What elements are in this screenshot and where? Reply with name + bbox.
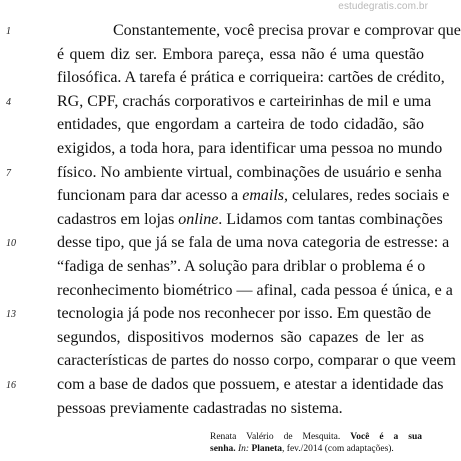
text-run: . Lidamos com tantas combinações bbox=[218, 210, 443, 228]
text-run: tecnologia já pode nos reconhecer por isso. Em questão de bbox=[57, 305, 432, 323]
text-line bbox=[57, 373, 444, 397]
italic-text: online bbox=[178, 210, 219, 228]
line-number: 1 bbox=[6, 26, 11, 37]
text-run: reconhecimento biométrico — afinal, cada pessoa é única, e a bbox=[57, 281, 453, 299]
text-line bbox=[57, 349, 456, 373]
text-run: , celulares, redes sociais e bbox=[284, 187, 450, 205]
text-run: características de partes do nosso corpo, comparar o que veem bbox=[57, 352, 456, 370]
text-run: Renata Valério de Mesquita. bbox=[210, 432, 351, 442]
text-run: físico. No ambiente virtual, combinações de usuário e senha bbox=[57, 163, 442, 181]
bold-text: Planeta bbox=[251, 444, 283, 454]
text-body bbox=[57, 19, 461, 420]
line-number: 4 bbox=[6, 96, 11, 108]
line-number: 13 bbox=[6, 309, 16, 321]
text-line bbox=[57, 231, 450, 255]
bold-text: Você é a sua bbox=[350, 432, 422, 442]
text-line bbox=[57, 66, 445, 90]
text-run: funcionam para dar acesso a bbox=[57, 187, 243, 205]
text-run: filosófica. A tarefa é prática e corriqueira: cartões de crédito, bbox=[57, 69, 445, 87]
text-run: é quem diz ser. Embora pareça, essa não é uma questão bbox=[57, 45, 424, 63]
text-line bbox=[57, 19, 461, 43]
citation bbox=[210, 431, 422, 455]
line-number: 7 bbox=[6, 167, 11, 179]
text-run: Constantemente, você precisa provar e comprovar que bbox=[113, 22, 461, 39]
text-line bbox=[57, 184, 450, 208]
citation-line bbox=[210, 431, 422, 443]
citation-line bbox=[210, 443, 422, 455]
text-run: cadastros em lojas bbox=[57, 210, 179, 228]
text-line bbox=[57, 43, 424, 67]
text-line bbox=[57, 397, 424, 421]
text-line bbox=[57, 90, 432, 114]
text-run: entidades, que engordam a carteira de todo cidadão, são bbox=[57, 116, 424, 134]
text-line bbox=[57, 255, 424, 279]
italic-text: emails bbox=[242, 187, 285, 205]
line-number: 10 bbox=[6, 238, 16, 250]
text-line bbox=[57, 113, 424, 137]
text-run: desse tipo, que já se fala de uma nova categoria de estresse: a bbox=[57, 234, 450, 252]
text-run: RG, CPF, crachás corporativos e carteirinhas de mil e uma bbox=[57, 92, 432, 110]
text-line bbox=[57, 137, 443, 161]
text-line bbox=[57, 302, 432, 326]
text-run: , fev./2014 (com adaptações). bbox=[282, 444, 394, 454]
text-line bbox=[57, 326, 424, 350]
italic-text: In: bbox=[237, 444, 250, 454]
text-run: “fadiga de senhas”. A solução para driblar o problema é o bbox=[57, 257, 426, 275]
text-line bbox=[57, 208, 443, 232]
bold-text: senha. bbox=[210, 444, 236, 454]
line-number: 16 bbox=[6, 380, 16, 391]
text-run: com a base de dados que possuem, e atestar a identidade das bbox=[57, 375, 444, 393]
watermark: estudegratis.com.br bbox=[338, 1, 428, 12]
text-run: segundos, dispositivos modernos são capazes de ler as bbox=[57, 328, 424, 346]
line-number-column bbox=[0, 0, 30, 461]
text-line bbox=[57, 161, 442, 185]
text-run: pessoas previamente cadastradas no sistema. bbox=[57, 399, 343, 417]
text-run: exigidos, a toda hora, para identificar uma pessoa no mundo bbox=[57, 139, 443, 157]
text-line bbox=[57, 279, 453, 303]
